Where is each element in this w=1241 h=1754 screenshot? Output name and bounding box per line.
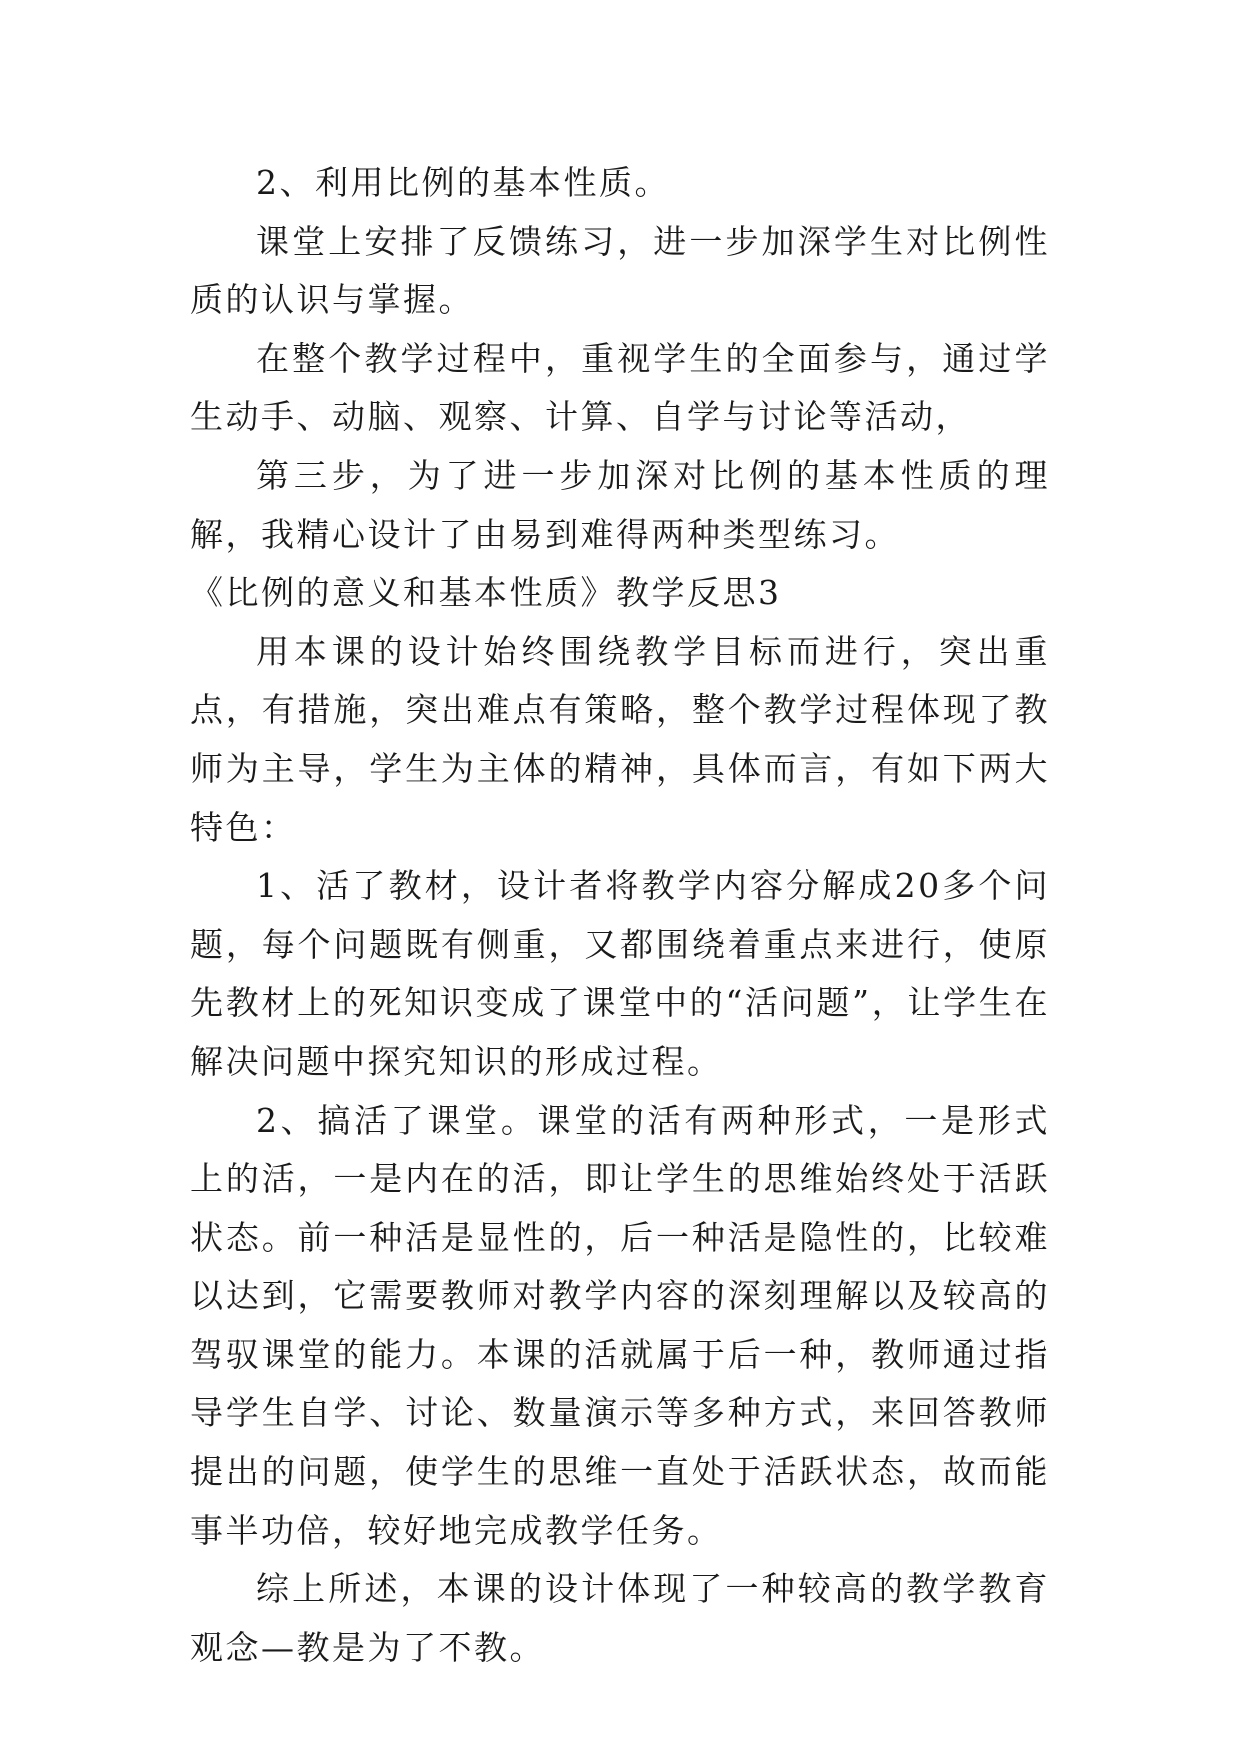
- paragraph-step-three: 第三步，为了进一步加深对比例的基本性质的理解，我精心设计了由易到难得两种类型练习。: [190, 455, 1050, 554]
- paragraph-design-overview: 用本课的设计始终围绕教学目标而进行，突出重点，有措施，突出难点有策略，整个教学过程体现了教师为主导，学生为主体的精神，具体而言，有如下两大特色：: [190, 631, 1050, 847]
- section-heading: 《比例的意义和基本性质》教学反思3: [190, 573, 782, 613]
- paragraph-conclusion: 综上所述，本课的设计体现了一种较高的教学教育观念—教是为了不教。: [190, 1569, 1050, 1667]
- paragraph-item-2-property: 2、利用比例的基本性质。: [256, 163, 670, 202]
- paragraph-feedback-practice: 课堂上安排了反馈练习，进一步加深学生对比例性质的认识与掌握。: [190, 221, 1050, 320]
- paragraph-feature-one: 1、活了教材，设计者将教学内容分解成20多个问题，每个问题既有侧重，又都围绕着重点来进行，使原先教材上的死知识变成了课堂中的“活问题”，让学生在解决问题中探究知识的形成过程。: [190, 866, 1050, 1081]
- document-body: [190, 154, 1050, 1677]
- paragraph-participation: 在整个教学过程中，重视学生的全面参与，通过学生动手、动脑、观察、计算、自学与讨论等活动，: [190, 338, 1050, 437]
- paragraph-feature-two: 2、搞活了课堂。课堂的活有两种形式，一是形式上的活，一是内在的活，即让学生的思维始终处于活跃状态。前一种活是显性的，后一种活是隐性的，比较难以达到，它需要教师对教学内容的深刻理解以及较高的驾驭课堂的能力。本课的活就属于后一种，教师通过指导学生自学、讨论、数量演示等多种方式，来回答教师提出的问题，使学生的思维一直处于活跃状态，故而能事半功倍，较好地完成教学任务。: [190, 1100, 1050, 1550]
